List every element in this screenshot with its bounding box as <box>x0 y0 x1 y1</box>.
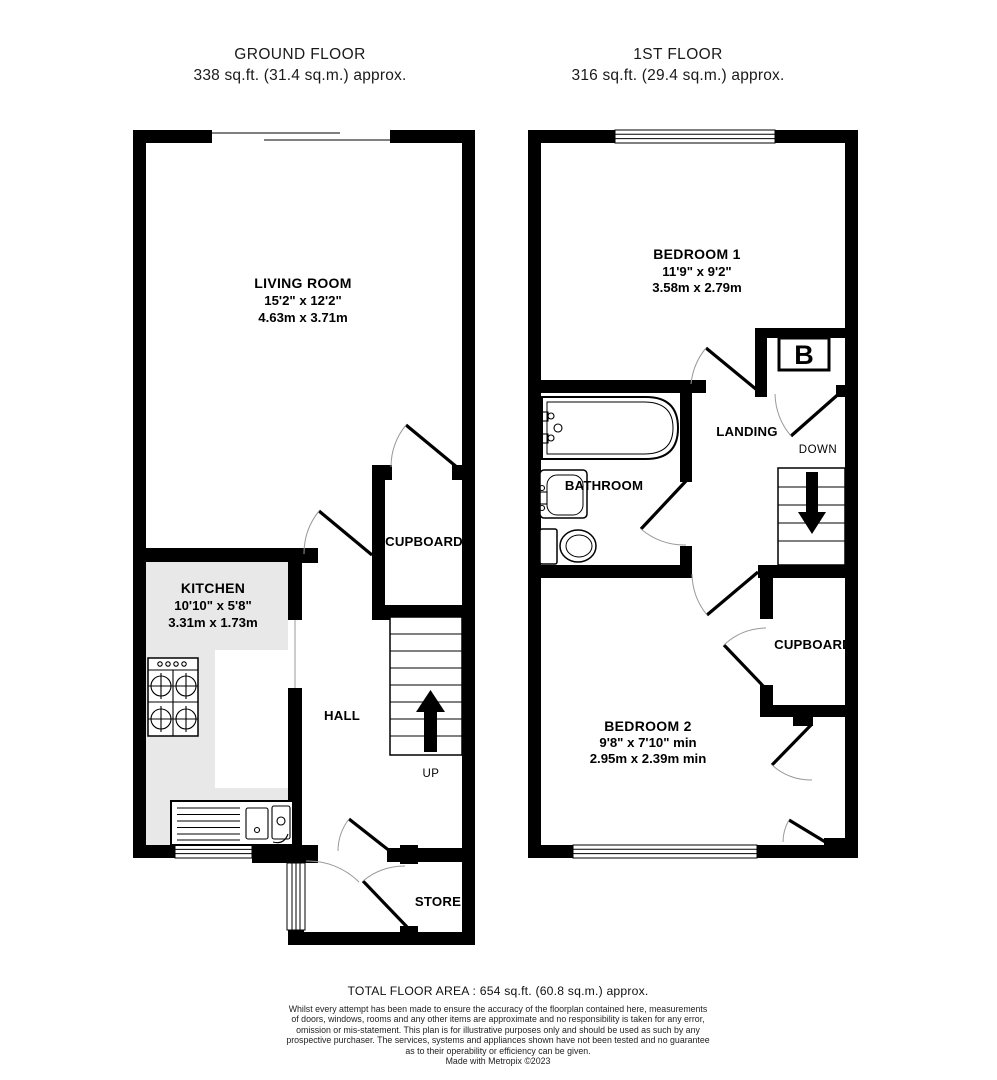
bedroom1-door-leaf <box>706 348 757 390</box>
boiler-label: B <box>794 340 814 370</box>
first-cupboard-door-leaf <box>724 645 766 689</box>
first-cupboard-door-swing <box>724 628 766 645</box>
stairs-down <box>778 468 845 565</box>
disclaimer-line-3: omission or mis-statement. This plan is for illustrative purposes only and should be used as such by any <box>296 1024 700 1035</box>
ground-floor-area: 338 sq.ft. (31.4 sq.m.) approx. <box>193 67 407 84</box>
disclaimer-line-5: as to their operability or efficiency can be given. <box>405 1045 591 1056</box>
living-room-dims-imperial: 15'2" x 12'2" <box>264 293 342 308</box>
bedroom2-window <box>573 845 757 858</box>
wardrobe-door-swing <box>783 820 789 842</box>
kitchen-label: KITCHEN <box>180 580 246 596</box>
bedroom1-dims-imperial: 11'9" x 9'2" <box>662 264 732 279</box>
toilet-icon <box>540 529 596 564</box>
kitchen-window <box>175 845 252 858</box>
first-floor-plan <box>528 130 858 858</box>
bedroom2-dims-imperial: 9'8" x 7'10" min <box>599 735 697 750</box>
vestibule-door-swing <box>338 819 349 851</box>
living-room-door-leaf <box>319 511 372 555</box>
metropix-credit: Made with Metropix ©2023 <box>445 1056 551 1067</box>
landing-label: LANDING <box>716 424 778 439</box>
store-label: STORE <box>414 894 462 909</box>
hob-icon <box>148 658 198 736</box>
hall-label: HALL <box>324 708 360 723</box>
disclaimer-line-2: of doors, windows, rooms and any other items are approximate and no responsibility is taken for any error, <box>291 1014 705 1025</box>
bedroom1-label: BEDROOM 1 <box>653 246 741 262</box>
ground-cupboard-label: CUPBOARD <box>385 534 463 549</box>
footer <box>48 984 948 1066</box>
first-floor-name: 1ST FLOOR <box>633 46 723 63</box>
living-room-window <box>212 130 390 143</box>
kitchen-sink-icon <box>171 801 293 845</box>
bedroom2-door-leaf <box>707 572 758 615</box>
front-door-swing <box>306 861 359 882</box>
bedroom1-dims-metric: 3.58m x 2.79m <box>652 280 742 295</box>
bedroom2-door-swing <box>692 574 707 615</box>
front-door <box>287 863 305 930</box>
ground-floor-name: GROUND FLOOR <box>234 46 366 63</box>
bathroom-door-leaf <box>641 481 686 529</box>
kitchen-dims-imperial: 10'10" x 5'8" <box>174 598 252 613</box>
first-floor-area: 316 sq.ft. (29.4 sq.m.) approx. <box>571 67 785 84</box>
store-door-leaf <box>363 881 409 929</box>
ground-cupboard-door-swing <box>391 425 406 467</box>
bathroom-door-swing <box>641 529 686 545</box>
bathtub-icon <box>538 397 678 459</box>
wardrobe-door-leaf <box>789 820 827 843</box>
first-cupboard-label: CUPBOARD <box>774 637 852 652</box>
bedroom1-door-swing <box>691 348 706 384</box>
alcove-door-leaf <box>772 724 812 765</box>
living-room-dims-metric: 4.63m x 3.71m <box>258 310 348 325</box>
vestibule-door-leaf <box>349 819 391 852</box>
total-floor-area: TOTAL FLOOR AREA : 654 sq.ft. (60.8 sq.m.) approx. <box>347 984 649 998</box>
stairs-down-label: DOWN <box>798 444 838 456</box>
disclaimer-line-4: prospective purchaser. The services, systems and appliances shown have not been tested and no guarantee <box>286 1035 710 1046</box>
boiler-cupboard <box>779 338 829 370</box>
living-room-label: LIVING ROOM <box>254 275 352 291</box>
disclaimer-line-1: Whilst every attempt has been made to ensure the accuracy of the floorplan contained here, measurements <box>288 1004 708 1014</box>
store-door-swing <box>363 866 405 881</box>
stairs-up <box>390 617 462 755</box>
stairs-up-label: UP <box>422 768 440 780</box>
ground-cupboard-door-leaf <box>406 425 458 468</box>
alcove-door-swing <box>772 765 812 780</box>
kitchen-dims-metric: 3.31m x 1.73m <box>168 615 258 630</box>
boiler-cupboard-door-leaf <box>791 391 842 436</box>
bedroom2-dims-metric: 2.95m x 2.39m min <box>589 751 707 766</box>
bathroom-label: BATHROOM <box>564 478 644 493</box>
bedroom2-label: BEDROOM 2 <box>604 718 692 734</box>
bedroom1-window <box>615 130 775 143</box>
ground-floor-plan <box>133 130 475 945</box>
living-room-door-swing <box>304 511 319 554</box>
